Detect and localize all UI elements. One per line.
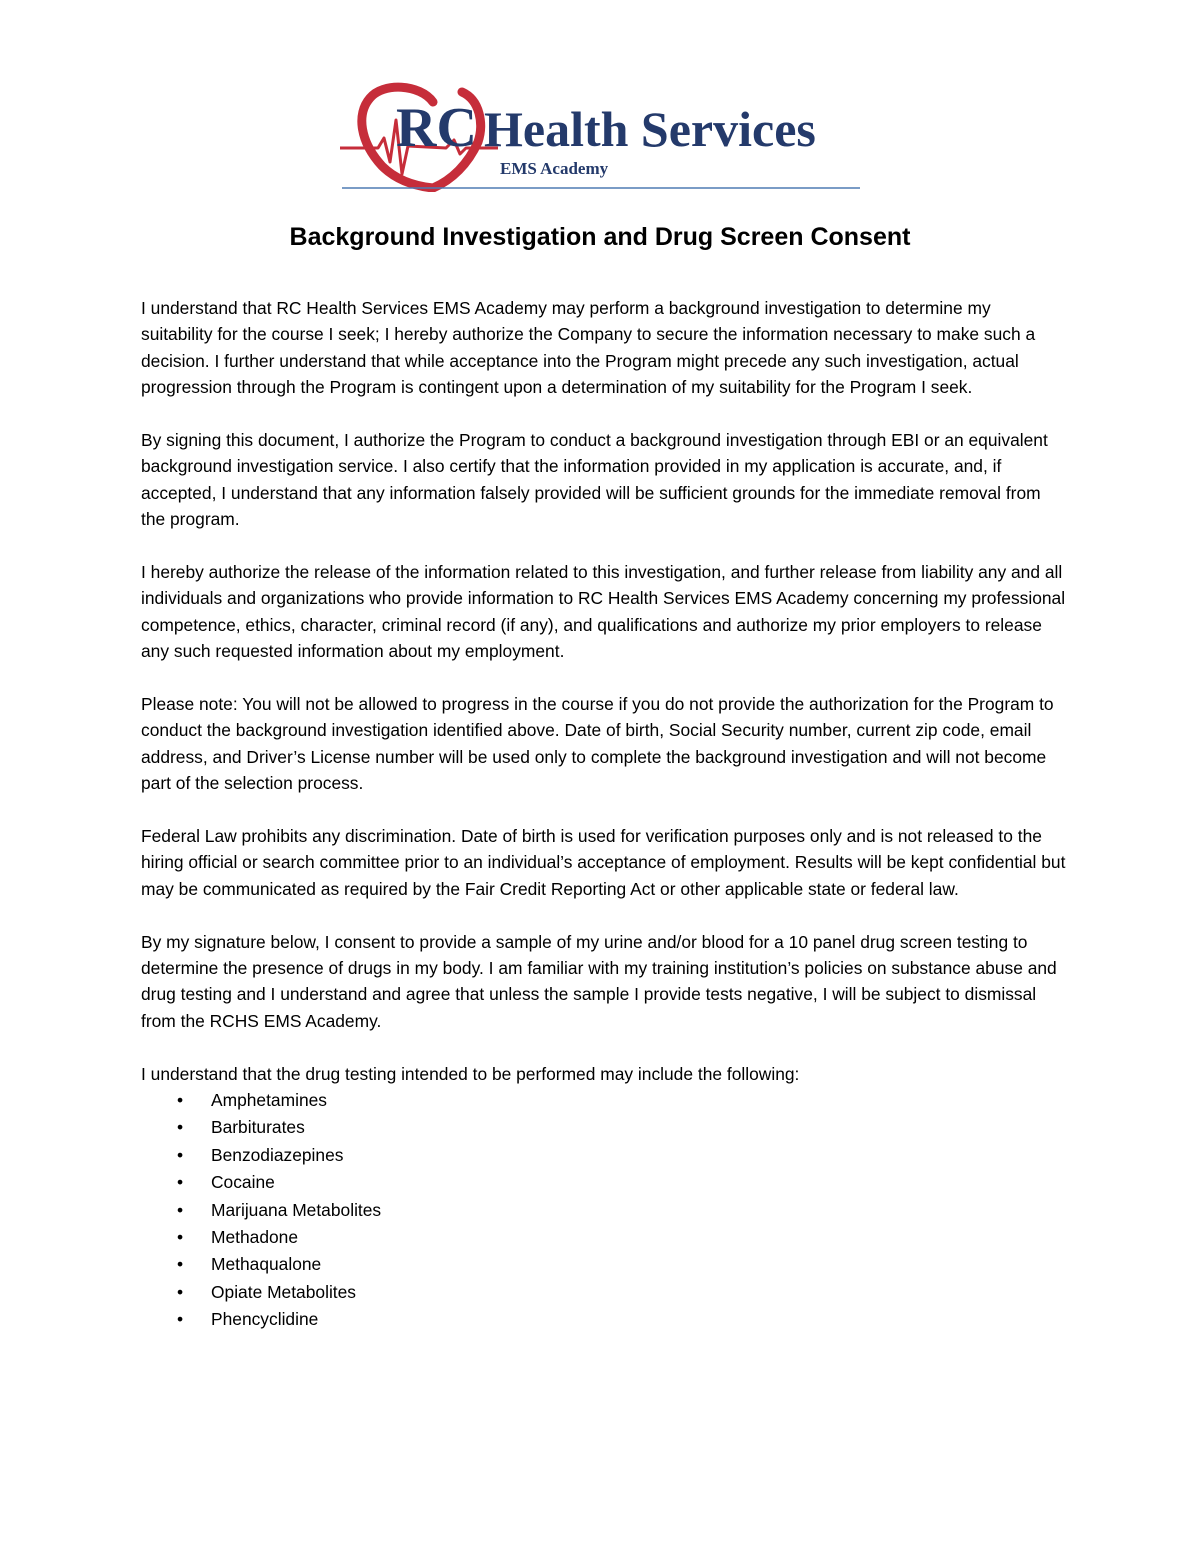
bullet-icon: • [177,1144,184,1165]
bullet-icon: • [177,1090,184,1111]
list-item [141,1224,1066,1251]
drug-name: Benzodiazepines [211,1144,344,1165]
document-title: Background Investigation and Drug Screen Consent [289,223,911,251]
list-item [141,1306,1066,1333]
list-item [141,1251,1066,1278]
paragraph-authorization-ebi: By signing this document, I authorize the Program to conduct a background investigation through EBI or an equivalent background investigation service. I also certify that the information provided in my application is accurate, and, if accepted, I understand that any information falsely provided will be sufficient grounds for the immediate removal from the program. [141,430,1048,530]
paragraph-federal-law: Federal Law prohibits any discrimination. Date of birth is used for verification purposes only and is not released to the hiring official or search committee prior to an individual’s acceptance of employment. Results will be kept confidential but may be communicated as required by the Fair Credit Reporting Act or other applicable state or federal law. [141,826,1066,899]
logo-brand-name: Health Services [484,101,816,157]
drug-name: Methaqualone [211,1254,322,1275]
list-item [141,1169,1066,1196]
logo-tagline: EMS Academy [500,159,609,178]
paragraph-release-of-information: I hereby authorize the release of the information related to this investigation, and further release from liability any and all individuals and organizations who provide information to RC Health Services EMS Academy concerning my professional competence, ethics, character, criminal record (if any), and qualifications and authorize my prior employers to release any such requested information about my employment. [141,562,1066,662]
drug-name: Phencyclidine [211,1309,319,1330]
rc-health-services-logo [338,80,863,192]
bullet-icon: • [177,1117,184,1138]
bullet-icon: • [177,1172,184,1193]
drug-name: Barbiturates [211,1117,305,1138]
list-item [141,1197,1066,1224]
drug-list [141,1087,1066,1334]
drug-name: Amphetamines [211,1090,327,1111]
bullet-icon: • [177,1309,184,1330]
paragraph-drug-screen-consent: By my signature below, I consent to provide a sample of my urine and/or blood for a 10 panel drug screen testing to determine the presence of drugs in my body. I am familiar with my training institution’s policies on substance abuse and drug testing and I understand and agree that unless the sample I provide tests negative, I will be subject to dismissal from the RCHS EMS Academy. [141,931,1057,1031]
paragraph-please-note: Please note: You will not be allowed to progress in the course if you do not provide the authorization for the Program to conduct the background investigation identified above. Date of birth, Social Security number, current zip code, email address, and Driver’s License number will be used only to complete the background investigation and will not become part of the selection process. [141,694,1054,794]
list-item [141,1142,1066,1169]
drug-list-intro: I understand that the drug testing intended to be performed may include the following: [141,1063,800,1084]
drug-name: Marijuana Metabolites [211,1199,382,1220]
drug-name: Cocaine [211,1172,275,1193]
logo-rc-text: RC [396,97,477,159]
bullet-icon: • [177,1281,184,1302]
list-item [141,1279,1066,1306]
list-item [141,1087,1066,1114]
bullet-icon: • [177,1227,184,1248]
bullet-icon: • [177,1199,184,1220]
drug-name: Methadone [211,1227,299,1248]
paragraph-background-investigation: I understand that RC Health Services EMS Academy may perform a background investigation to determine my suitability for the course I seek; I hereby authorize the Company to secure the information necessary to make such a decision. I further understand that while acceptance into the Program might precede any such investigation, actual progression through the Program is contingent upon a determination of my suitability for the Program I seek. [141,298,1036,398]
bullet-icon: • [177,1254,184,1275]
drug-name: Opiate Metabolites [211,1281,357,1302]
document-body [141,295,1066,1334]
list-item [141,1114,1066,1141]
